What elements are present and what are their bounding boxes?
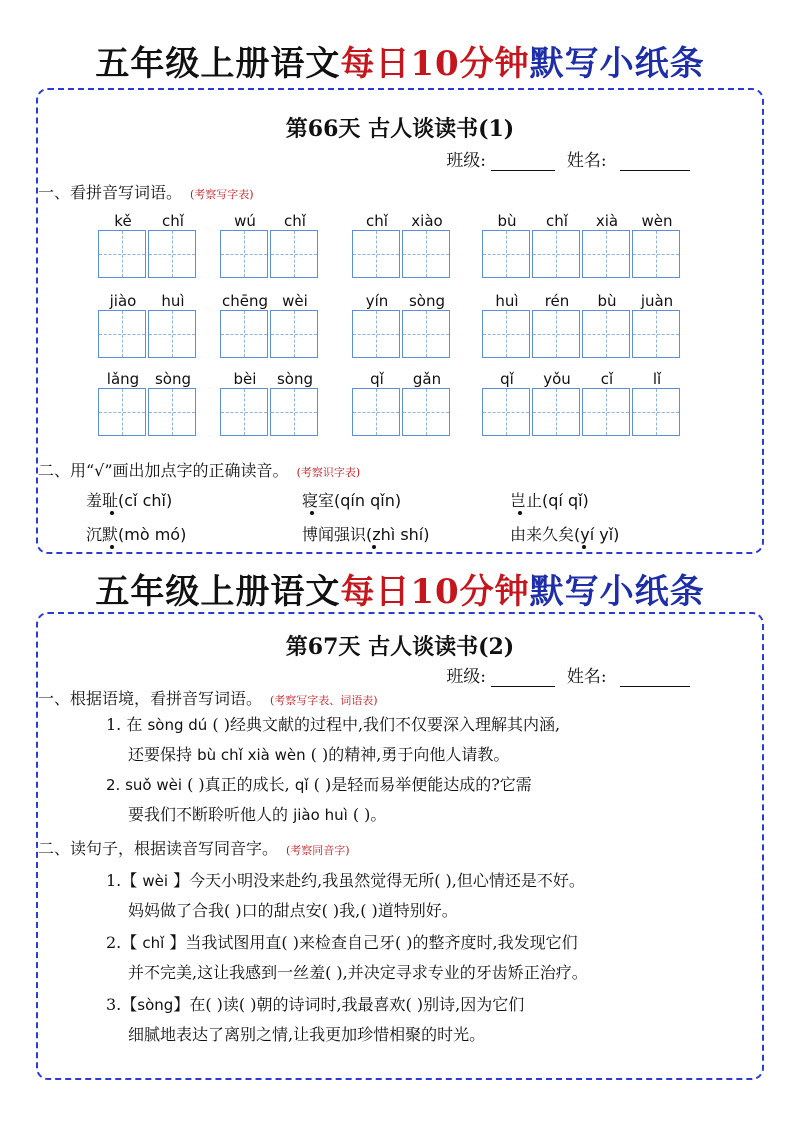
writing-box[interactable] <box>220 230 268 278</box>
writing-box[interactable] <box>352 310 400 358</box>
pinyin-label: jiào <box>109 292 137 310</box>
pinyin: bù chǐ xià wèn <box>197 746 306 764</box>
banner-part1: 五年级上册语文 <box>95 572 341 612</box>
writing-box[interactable] <box>632 310 680 358</box>
item-pinyin-options[interactable]: (yí yǐ) <box>574 525 620 544</box>
emphasis-dot <box>110 545 114 549</box>
writing-box[interactable] <box>270 310 318 358</box>
homophone-2-line-1 <box>106 930 578 953</box>
pinyin-label: lǎng <box>106 370 140 388</box>
item-pinyin-options[interactable]: (zhì shí) <box>366 525 430 544</box>
pinyin-label: yín <box>365 292 389 310</box>
writing-box[interactable] <box>352 388 400 436</box>
name-label: 姓名: <box>566 667 607 687</box>
writing-box[interactable] <box>532 310 580 358</box>
item-word: 博闻强识 <box>302 525 367 544</box>
writing-box[interactable] <box>532 230 580 278</box>
question-2-line-1 <box>106 772 532 795</box>
sheet-2-title: 第67天 古人谈读书(2) <box>285 634 515 660</box>
section-note: (考察写字表) <box>190 188 254 201</box>
pinyin-label: yǒu <box>543 370 571 388</box>
pinyin: chǐ <box>142 934 165 952</box>
writing-box[interactable] <box>352 230 400 278</box>
text: 要我们不断聆听他人的 <box>128 805 294 824</box>
text: ( )的精神,勇于向他人请教。 <box>305 745 510 764</box>
writing-box[interactable] <box>532 388 580 436</box>
pinyin-label: huì <box>495 292 519 310</box>
writing-box[interactable] <box>220 388 268 436</box>
banner-part2: 每日10分钟 <box>340 572 530 612</box>
reading-item <box>302 522 430 545</box>
writing-box[interactable] <box>148 310 196 358</box>
homophone-3-line-2 <box>128 1022 485 1045</box>
class-field[interactable] <box>491 152 555 171</box>
pinyin-label: juàn <box>640 292 674 310</box>
text: 3.【 <box>106 995 138 1014</box>
writing-box[interactable] <box>220 310 268 358</box>
question-1-line-1 <box>106 712 560 735</box>
homophone-2-line-2 <box>128 960 588 983</box>
class-field[interactable] <box>491 668 555 687</box>
item-pinyin-options[interactable]: (mò mó) <box>118 525 187 544</box>
text: 】今天小明没来赴约,我虽然觉得无所( ),但心情还是不好。 <box>168 871 585 890</box>
homophone-3-line-1 <box>106 992 524 1015</box>
section-note: (考察同音字) <box>286 844 350 857</box>
writing-box[interactable] <box>482 310 530 358</box>
pinyin: sòng dú <box>147 716 208 734</box>
sheet-2-section-2 <box>38 836 350 859</box>
reading-item <box>510 522 619 545</box>
name-label: 姓名: <box>566 151 607 171</box>
item-word: 沉默 <box>86 525 119 544</box>
pinyin: qǐ <box>294 776 309 794</box>
pinyin-label: cǐ <box>600 370 614 388</box>
writing-box[interactable] <box>402 310 450 358</box>
writing-box[interactable] <box>632 230 680 278</box>
item-word: 岂止 <box>510 491 543 510</box>
class-label: 班级: <box>446 667 487 687</box>
pinyin-label: wèn <box>641 212 673 230</box>
reading-item <box>510 488 589 511</box>
pinyin-label: chǐ <box>162 212 184 230</box>
reading-item <box>302 488 401 511</box>
pinyin-label: chēng <box>221 292 268 310</box>
pinyin-label: qǐ <box>370 370 384 388</box>
emphasis-dot <box>372 545 376 549</box>
pinyin-label: sòng <box>276 370 314 388</box>
writing-box[interactable] <box>270 230 318 278</box>
pinyin-label: lǐ <box>652 370 662 388</box>
pinyin: jiào huì <box>293 806 348 824</box>
pinyin-label: huì <box>161 292 185 310</box>
banner-part2: 每日10分钟 <box>340 44 530 84</box>
pinyin-label: bèi <box>233 370 257 388</box>
writing-box[interactable] <box>98 388 146 436</box>
question-1-line-2 <box>128 742 509 765</box>
class-label: 班级: <box>446 151 487 171</box>
pinyin-label: bù <box>597 292 617 310</box>
sheet-1-section-2 <box>38 458 360 481</box>
writing-box[interactable] <box>402 230 450 278</box>
text: 1. 在 <box>106 715 148 734</box>
text: 还要保持 <box>128 745 198 764</box>
banner-part3: 默写小纸条 <box>529 44 705 84</box>
text: 妈妈做了合我( )口的甜点安( )我,( )道特别好。 <box>128 901 458 920</box>
section-label: 二、用“√”画出加点字的正确读音。 <box>38 461 289 480</box>
sheet-1-class-name-line <box>446 146 690 171</box>
text: 并不完美,这让我感到一丝羞( ),并决定寻求专业的牙齿矫正治疗。 <box>128 963 588 982</box>
text: 】当我试图用直( )来检查自己牙( )的整齐度时,我发现它们 <box>164 933 578 952</box>
sheet-2-section-1 <box>38 686 378 709</box>
item-pinyin-options[interactable]: (qí qǐ) <box>542 491 589 510</box>
homophone-1-line-2 <box>128 898 458 921</box>
pinyin-label: gǎn <box>412 370 442 388</box>
emphasis-dot <box>518 511 522 515</box>
writing-box[interactable] <box>582 230 630 278</box>
emphasis-dot <box>110 511 114 515</box>
text: ( )是轻而易举便能达成的?它需 <box>308 775 532 794</box>
banner-part3: 默写小纸条 <box>529 572 705 612</box>
sheet-1-title: 第66天 古人谈读书(1) <box>285 116 515 142</box>
pinyin-label: rén <box>544 292 570 310</box>
question-2-line-2 <box>128 802 386 825</box>
section-label: 一、根据语境，看拼音写词语。 <box>38 689 263 708</box>
text: 2.【 <box>106 933 143 952</box>
pinyin-label: xià <box>595 212 619 230</box>
item-word: 羞耻 <box>86 491 119 510</box>
text: 细腻地表达了离别之情,让我更加珍惜相聚的时光。 <box>128 1025 486 1044</box>
reading-item <box>86 522 186 545</box>
pinyin-label: wèi <box>282 292 308 310</box>
writing-box[interactable] <box>482 388 530 436</box>
section-note: (考察写字表、词语表) <box>270 694 378 707</box>
name-field[interactable] <box>620 668 690 687</box>
text: ( )经典文献的过程中,我们不仅要深入理解其内涵, <box>207 715 561 734</box>
writing-box[interactable] <box>482 230 530 278</box>
writing-box[interactable] <box>402 388 450 436</box>
section-label: 二、读句子，根据读音写同音字。 <box>38 839 279 858</box>
writing-box[interactable] <box>98 230 146 278</box>
writing-box[interactable] <box>582 310 630 358</box>
pinyin-label: chǐ <box>546 212 568 230</box>
pinyin-label: bù <box>497 212 517 230</box>
writing-box[interactable] <box>582 388 630 436</box>
writing-box[interactable] <box>148 230 196 278</box>
banner-2 <box>0 564 800 613</box>
item-pinyin-options[interactable]: (qín qǐn) <box>334 491 402 510</box>
sheet-2-class-name-line <box>446 662 690 687</box>
section-label: 一、看拼音写词语。 <box>38 183 183 202</box>
text: ( )真正的成长, <box>182 775 295 794</box>
pinyin-label: wú <box>234 212 256 230</box>
writing-box[interactable] <box>98 310 146 358</box>
pinyin: sòng <box>137 996 174 1014</box>
homophone-1-line-1 <box>106 868 585 891</box>
emphasis-dot <box>310 511 314 515</box>
pinyin-label: xiào <box>411 212 443 230</box>
pinyin-label: qǐ <box>500 370 514 388</box>
emphasis-dot <box>582 545 586 549</box>
banner-part1: 五年级上册语文 <box>95 44 341 84</box>
reading-item <box>86 488 172 511</box>
item-word: 寝室 <box>302 491 335 510</box>
text: ( )。 <box>347 805 387 824</box>
item-pinyin-options[interactable]: (cǐ chǐ) <box>118 491 173 510</box>
text: 】在( )读( )朝的诗词时,我最喜欢( )别诗,因为它们 <box>173 995 525 1014</box>
pinyin: 2. suǒ wèi <box>106 776 183 794</box>
banner-1 <box>0 36 800 85</box>
section-note: (考察识字表) <box>296 466 361 479</box>
writing-box[interactable] <box>632 388 680 436</box>
name-field[interactable] <box>620 152 690 171</box>
pinyin-label: chǐ <box>284 212 306 230</box>
sheet-1-section-1 <box>38 180 254 203</box>
pinyin-label: sòng <box>154 370 192 388</box>
text: 1.【 <box>106 871 143 890</box>
pinyin-label: chǐ <box>366 212 388 230</box>
pinyin: wèi <box>142 872 169 890</box>
writing-box[interactable] <box>148 388 196 436</box>
item-word: 由来久矣 <box>510 525 575 544</box>
pinyin-label: kě <box>114 212 132 230</box>
writing-box[interactable] <box>270 388 318 436</box>
pinyin-label: sòng <box>408 292 446 310</box>
